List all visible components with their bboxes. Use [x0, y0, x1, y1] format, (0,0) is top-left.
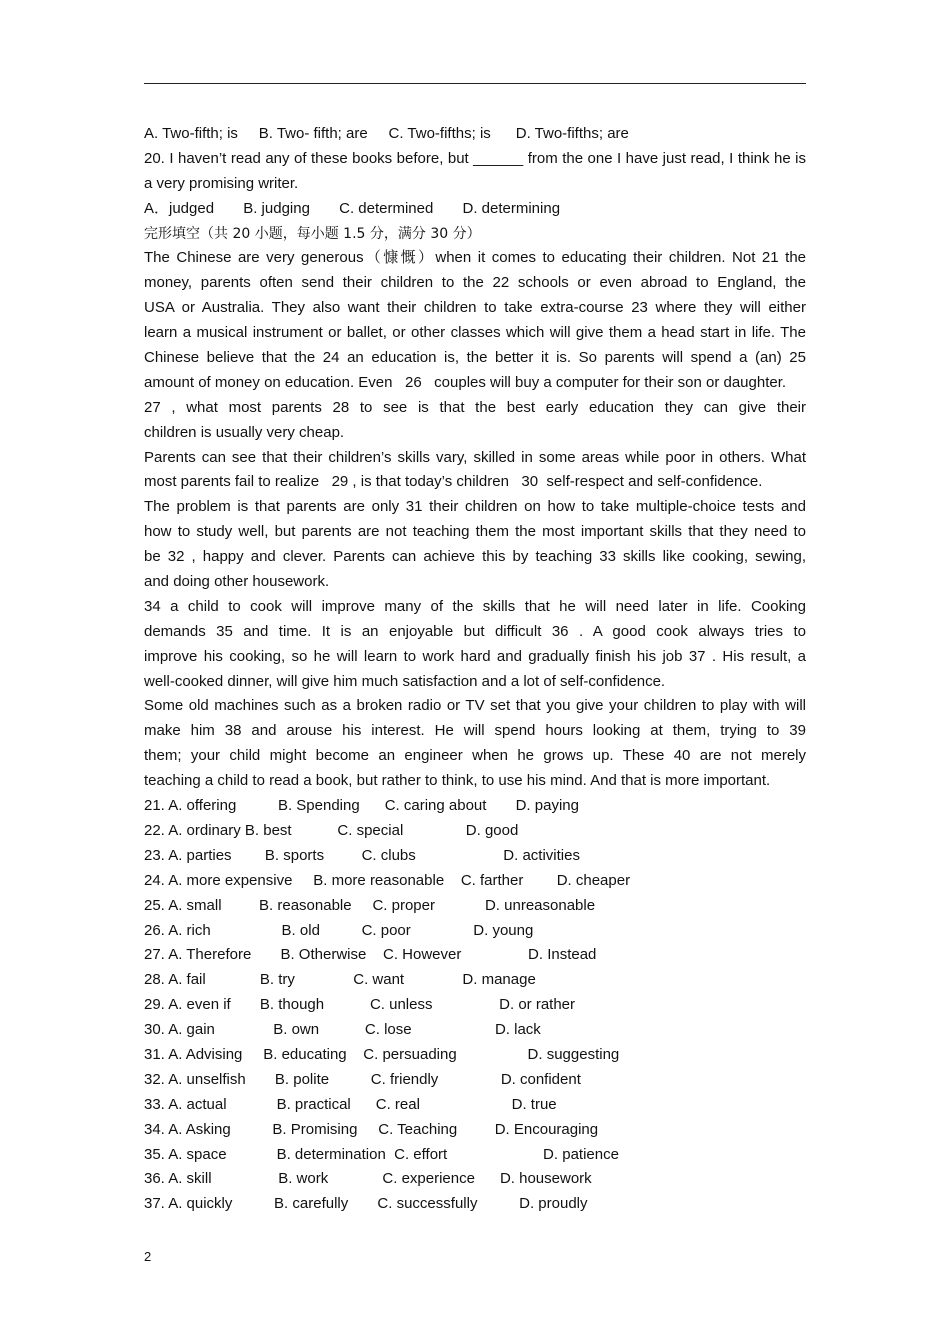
passage-line: and doing other housework.: [144, 573, 330, 591]
page-number: 2: [144, 1249, 152, 1264]
passage-line: USA or Australia. They also want their children to take extra-course 23 where they will either: [144, 299, 806, 317]
option-row: 28. A. fail B. try C. want D. manage: [144, 971, 536, 989]
option-row: 21. A. offering B. Spending C. caring about D. paying: [144, 797, 579, 815]
q20-stem-line1: 20. I haven’t read any of these books before, but ______ from the one I have just read, I think he is: [144, 149, 806, 167]
option-row: 24. A. more expensive B. more reasonable C. farther D. cheaper: [144, 871, 631, 889]
passage-line: demands 35 and time. It is an enjoyable but difficult 36 . A good cook always tries to: [144, 622, 806, 640]
passage-line: them; your child might become an engineer when he grows up. These 40 are not merely: [144, 747, 806, 765]
passage-line: learn a musical instrument or ballet, or other classes which will give them a head start in life. The: [144, 324, 806, 342]
q20-stem-line2: a very promising writer.: [144, 174, 299, 192]
section-title: 完形填空（共 20 小题，每小题 1.5 分，满分 30 分）: [144, 225, 481, 242]
passage-line: money, parents often send their children to the 22 schools or even abroad to England, the: [144, 274, 806, 292]
option-row: 27. A. Therefore B. Otherwise C. However D. Instead: [144, 946, 597, 964]
passage-line: children is usually very cheap.: [144, 423, 345, 441]
option-row: 29. A. even if B. though C. unless D. or rather: [144, 996, 576, 1014]
option-row: 30. A. gain B. own C. lose D. lack: [144, 1021, 541, 1039]
passage-line: most parents fail to realize 29 , is that today’s children 30 self-respect and self-confidence.: [144, 473, 763, 491]
passage-line: amount of money on education. Even 26 couples will buy a computer for their son or daughter.: [144, 373, 787, 391]
passage-line: how to study well, but parents are not teaching them the most important skills that they need to: [144, 523, 806, 541]
option-row: 33. A. actual B. practical C. real D. true: [144, 1095, 557, 1113]
passage-line: teaching a child to read a book, but rather to think, to use his mind. And that is more important.: [144, 772, 771, 790]
option-row: 22. A. ordinary B. best C. special D. good: [144, 821, 519, 839]
option-row: 26. A. rich B. old C. poor D. young: [144, 921, 534, 939]
option-row: 23. A. parties B. sports C. clubs D. activities: [144, 846, 580, 864]
passage-line: The Chinese are very generous（慷慨）when it comes to educating their children. Not 21 the: [144, 249, 806, 267]
passage-line: improve his cooking, so he will learn to work hard and gradually finish his job 37 . His result, a: [144, 647, 806, 665]
q19-options: A. Two-fifth; is B. Two- fifth; are C. Two-fifths; is D. Two-fifths; are: [144, 125, 629, 142]
passage-line: be 32 , happy and clever. Parents can achieve this by teaching 33 skills like cooking, sewing,: [144, 548, 806, 566]
cloze-passage: [144, 246, 806, 794]
passage-line: Chinese believe that the 24 an education is, the better it is. So parents will spend a (an) 25: [144, 349, 806, 367]
option-row: 36. A. skill B. work C. experience D. housework: [144, 1170, 592, 1188]
passage-line: 27 , what most parents 28 to see is that the best early education they can give their: [144, 398, 806, 416]
answer-options: [144, 794, 806, 1217]
option-row: 32. A. unselfish B. polite C. friendly D. confident: [144, 1070, 581, 1088]
passage-line: well-cooked dinner, will give him much satisfaction and a lot of self-confidence.: [144, 672, 666, 690]
passage-line: 34 a child to cook will improve many of the skills that he will need later in life. Cooking: [144, 597, 806, 615]
option-row: 35. A. space B. determination C. effort D. patience: [144, 1145, 619, 1163]
option-row: 34. A. Asking B. Promising C. Teaching D. Encouraging: [144, 1120, 599, 1138]
option-row: 31. A. Advising B. educating C. persuading D. suggesting: [144, 1045, 620, 1063]
document-body: [144, 122, 806, 1217]
passage-line: make him 38 and arouse his interest. He will spend hours looking at them, trying to 39: [144, 722, 806, 740]
passage-line: The problem is that parents are only 31 their children on how to take multiple-choice tests and: [144, 498, 806, 516]
option-row: 37. A. quickly B. carefully C. successfully D. proudly: [144, 1195, 588, 1213]
passage-line: Some old machines such as a broken radio or TV set that you give your children to play with will: [144, 697, 806, 715]
q20-options: A．judged B. judging C. determined D. determining: [144, 199, 561, 217]
option-row: 25. A. small B. reasonable C. proper D. unreasonable: [144, 896, 596, 914]
header-rule: [144, 83, 806, 84]
passage-line: Parents can see that their children’s skills vary, skilled in some areas while poor in others. What: [144, 448, 806, 466]
